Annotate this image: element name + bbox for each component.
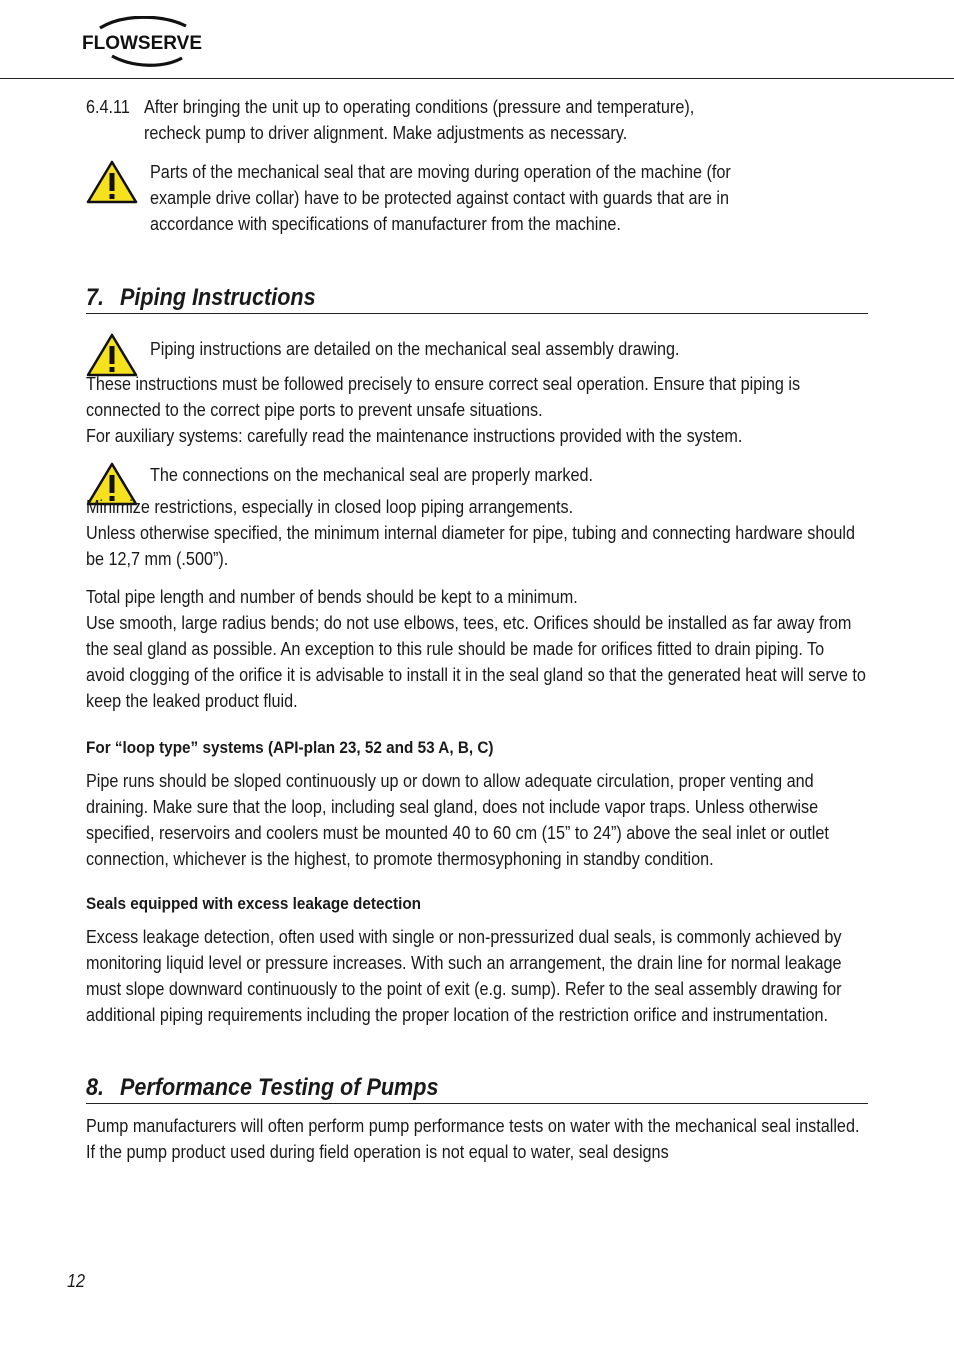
section-heading-7 [86,283,868,314]
paragraph: Excess leakage detection, often used with single or non-pressurized dual seals, is commonly achieved by monitoring liquid level or pressure increases. With such an arrangement, the drain line for normal leakage must slope downward continuously to the point of exit (e.g. sump). Refer to the seal assembly drawing for additional piping requirements including the proper location of the restriction orifice and instrumentation. [86,927,842,1025]
warning-moving-parts [86,159,868,237]
section-number: 8. [86,1074,105,1101]
flowserve-logo-icon [82,16,212,68]
section-title: Performance Testing of Pumps [120,1074,439,1101]
step-number: 6.4.11 [86,97,130,117]
page-content [86,94,868,1165]
section-number: 7. [86,284,105,311]
warning-triangle-icon [86,159,138,205]
section-heading-8 [86,1073,868,1104]
paragraph: These instructions must be followed precisely to ensure correct seal operation. Ensure that piping is connected to the correct pipe ports to prevent unsafe situations. [86,374,801,420]
subheading-leakage-detection: Seals equipped with excess leakage detection [86,894,422,913]
step-6-4-11 [86,94,868,146]
subheading-loop-type: For “loop type” systems (API-plan 23, 52 and 53 A, B, C) [86,738,494,757]
page-header [0,0,954,79]
paragraph: Use smooth, large radius bends; do not use elbows, tees, etc. Orifices should be installed as far away from the seal gland as possible. An exception to this rule should be made for orifices fitted to drain piping. To avoid clogging of the orifice it is advisable to install it in the seal gland so that the generated heat will serve to keep the leaked product fluid. [86,613,866,711]
page-number: 12 [67,1271,86,1291]
step-text-line1: After bringing the unit up to operating conditions (pressure and temperature), [144,97,695,117]
warning-text: The connections on the mechanical seal are properly marked. [150,465,594,485]
svg-text:FLOWSERVE: FLOWSERVE [82,33,202,54]
paragraph: Unless otherwise specified, the minimum internal diameter for pipe, tubing and connecting hardware should be 12,7 mm (.500”). [86,523,856,569]
step-text-line2: recheck pump to driver alignment. Make adjustments as necessary. [144,123,628,143]
paragraph: For auxiliary systems: carefully read the maintenance instructions provided with the system. [86,426,743,446]
warning-text: Piping instructions are detailed on the mechanical seal assembly drawing. [150,339,680,359]
paragraph: Minimize restrictions, especially in closed loop piping arrangements. [86,497,574,517]
section-title: Piping Instructions [120,284,316,311]
flowserve-logo [82,16,212,68]
paragraph: Total pipe length and number of bends should be kept to a minimum. [86,587,578,607]
paragraph: Pump manufacturers will often perform pump performance tests on water with the mechanical seal installed. If the pump product used during field operation is not equal to water, seal designs [86,1116,860,1162]
warning-text: Parts of the mechanical seal that are moving during operation of the machine (for example drive collar) have to be protected against contact with guards that are in accordance with specifications of manufacturer from the machine. [150,162,731,234]
paragraph: Pipe runs should be sloped continuously up or down to allow adequate circulation, proper venting and draining. Make sure that the loop, including seal gland, does not include vapor traps. Unless otherwise specified, reservoirs and coolers must be mounted 40 to 60 cm (15” to 24”) above the seal inlet or outlet connection, whichever is the highest, to promote thermosyphoning in standby condition. [86,771,829,869]
